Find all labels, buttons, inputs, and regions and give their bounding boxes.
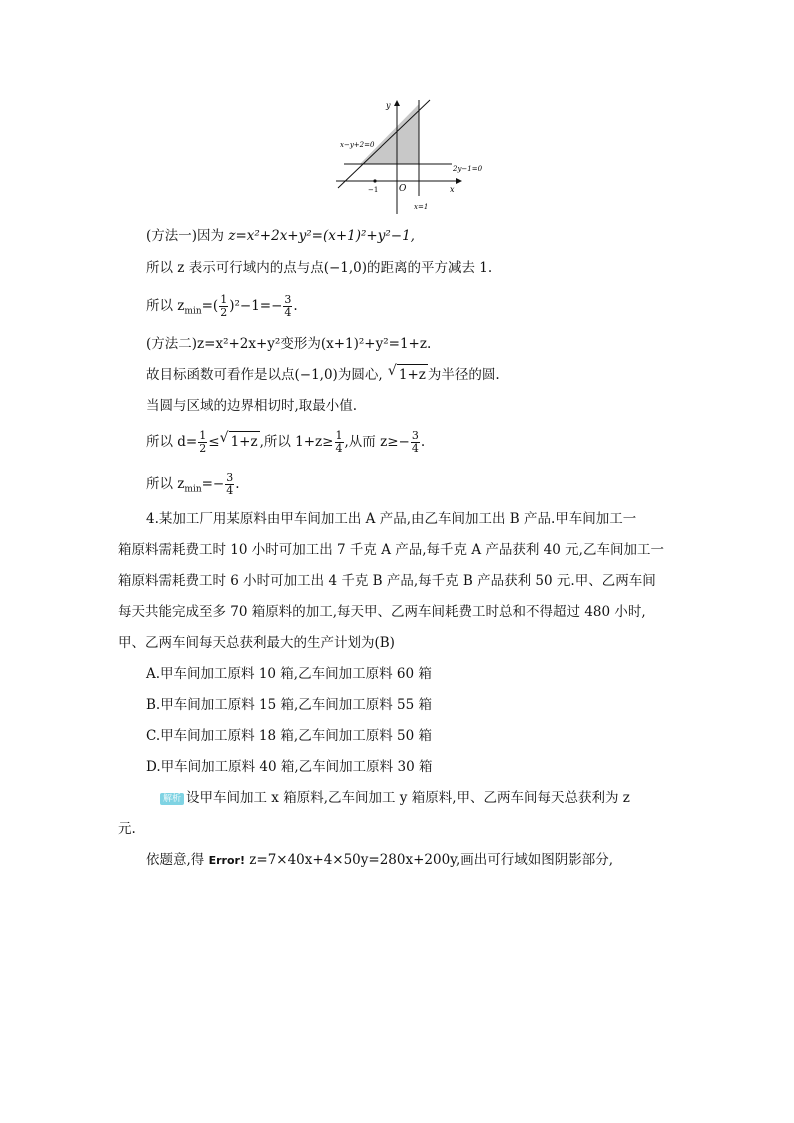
point-neg-one bbox=[373, 179, 376, 182]
origin-label: O bbox=[399, 184, 407, 194]
option-d: D.甲车间加工原料 40 箱,乙车间加工原料 30 箱 bbox=[146, 759, 433, 775]
question4-line5: 甲、乙两车间每天总获利最大的生产计划为(B) bbox=[118, 635, 395, 651]
method1-line1: (方法一)因为 z=x²+2x+y²=(x+1)²+y²−1, bbox=[146, 228, 415, 244]
x-axis-arrow bbox=[456, 178, 462, 184]
option-c: C.甲车间加工原料 18 箱,乙车间加工原料 50 箱 bbox=[146, 728, 432, 744]
option-b: B.甲车间加工原料 15 箱,乙车间加工原料 55 箱 bbox=[146, 697, 433, 713]
analysis-tag: 解析 bbox=[160, 793, 184, 805]
fraction-three-quarters-3: $\frac{3}{4}$ bbox=[226, 471, 234, 497]
x-axis-label: x bbox=[450, 185, 455, 194]
method1-equation: z=x²+2x+y²=(x+1)²+y²−1, bbox=[228, 228, 415, 244]
y-axis-label: y bbox=[386, 101, 391, 110]
sqrt-1-plus-z: √ 1+z bbox=[397, 364, 428, 385]
solution-line3: 依题意,得 Error! z=7×40x+4×50y=280x+200y,画出可行域如图阴影部分, bbox=[146, 852, 614, 868]
method2-line3: 当圆与区域的边界相切时,取最小值. bbox=[146, 398, 358, 414]
fraction-quarter: $\frac{1}{4}$ bbox=[335, 429, 343, 455]
question4-line1: 4.某加工厂用某原料由甲车间加工出 A 产品,由乙车间加工出 B 产品.甲车间加工一 bbox=[146, 511, 637, 527]
line3-label: x=1 bbox=[414, 203, 429, 211]
method2-line1: (方法二)z=x²+2x+y²变形为(x+1)²+y²=1+z. bbox=[146, 336, 432, 352]
option-a: A.甲车间加工原料 10 箱,乙车间加工原料 60 箱 bbox=[146, 666, 432, 682]
method2-line4: 所以 d= $\frac{1}{2}$ ≤√ 1+z ,所以 1+z≥ $\frac{1}{4}$ ,从而 z≥− $\frac{3}{4}$ . bbox=[146, 430, 425, 455]
fraction-three-quarters-2: $\frac{3}{4}$ bbox=[411, 429, 419, 455]
method1-line3: 所以 $z_{min}=$( $\frac{1}{2}$ )²−1=− $\frac{3}{4}$ . bbox=[146, 293, 298, 319]
method2-line2: 故目标函数可看作是以点(−1,0)为圆心, √ 1+z 为半径的圆. bbox=[146, 364, 500, 385]
question4-line2: 箱原料需耗费工时 10 小时可加工出 7 千克 A 产品,每千克 A 产品获利 40 元,乙车间加工一 bbox=[118, 542, 664, 558]
solution-line1: 解析 设甲车间加工 x 箱原料,乙车间加工 y 箱原料,甲、乙两车间每天总获利为 z bbox=[160, 788, 630, 808]
error-marker: Error! bbox=[208, 854, 245, 867]
sqrt-1-plus-z-2: √ 1+z bbox=[229, 431, 260, 452]
y-axis-arrow bbox=[394, 100, 400, 106]
fraction-half: $\frac{1}{2}$ bbox=[220, 293, 228, 319]
fraction-half-2: $\frac{1}{2}$ bbox=[199, 429, 207, 455]
question4-line4: 每天共能完成至多 70 箱原料的加工,每天甲、乙两车间耗费工时总和不得超过 480 小时, bbox=[118, 604, 646, 620]
neg-one-label: −1 bbox=[368, 186, 379, 194]
fraction-three-quarters: $\frac{3}{4}$ bbox=[284, 293, 292, 319]
method2-line5: 所以 $z_{min}=-$ $\frac{3}{4}$ . bbox=[146, 471, 240, 497]
solution-line2: 元. bbox=[118, 821, 136, 837]
line1-label: x−y+2=0 bbox=[340, 141, 375, 149]
question4-line3: 箱原料需耗费工时 6 小时可加工出 4 千克 B 产品,每千克 B 产品获利 50 元.甲、乙两车间 bbox=[118, 573, 656, 589]
line2-label: 2y−1=0 bbox=[453, 165, 483, 173]
feasible-region-graph bbox=[330, 96, 500, 216]
shaded-region bbox=[360, 104, 419, 164]
method1-line2: 所以 z 表示可行域内的点与点(−1,0)的距离的平方减去 1. bbox=[146, 260, 493, 276]
